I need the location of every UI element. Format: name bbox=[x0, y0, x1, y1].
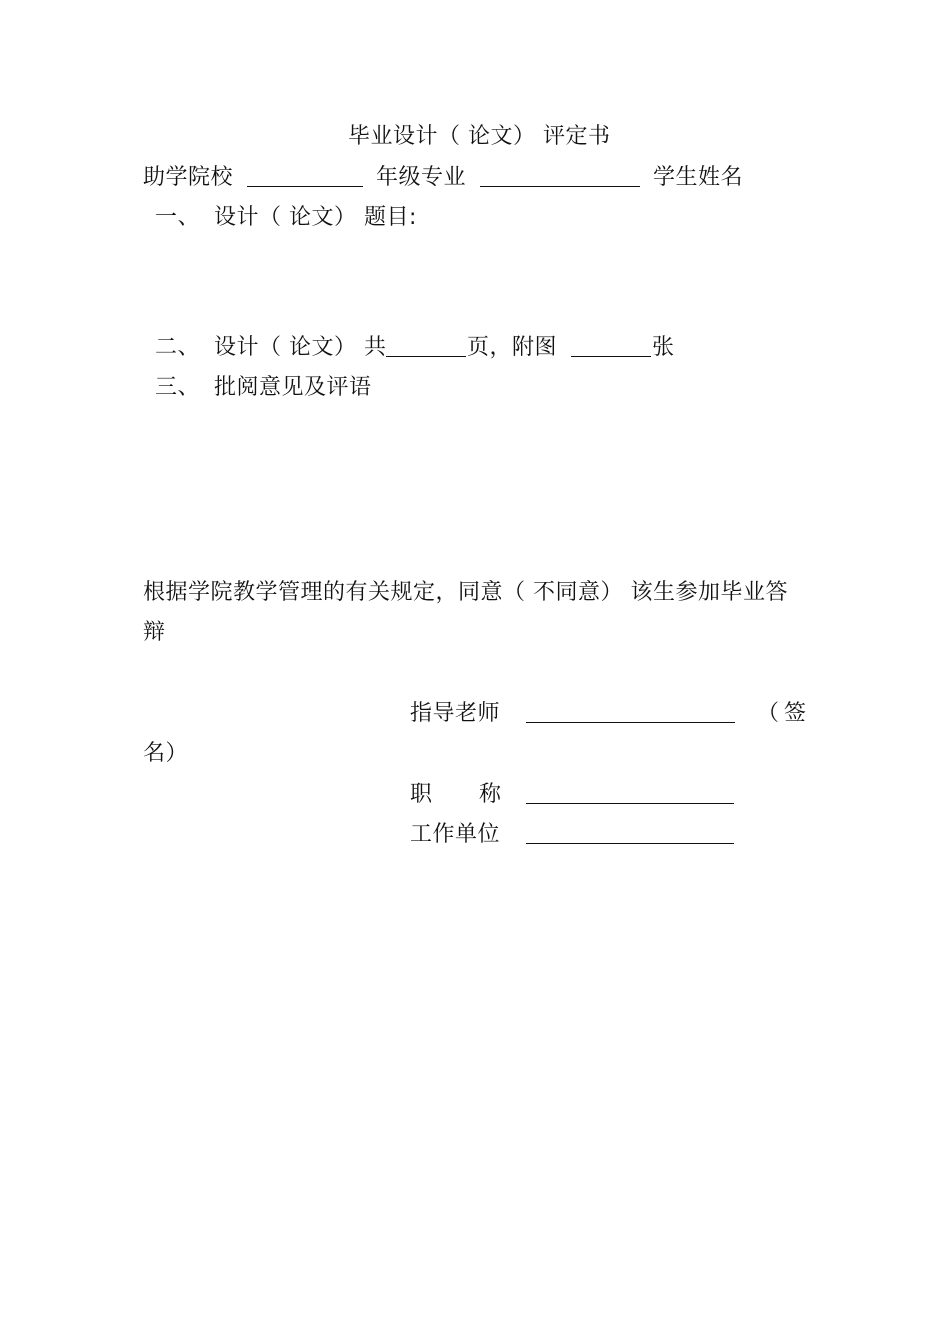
title-blank[interactable] bbox=[526, 803, 734, 804]
school-label: 助学院校 bbox=[143, 165, 234, 190]
section-1-label: 设计（ 论文） 题目: bbox=[214, 205, 417, 230]
grade-major-blank[interactable] bbox=[480, 186, 640, 187]
title-label-part-2: 称 bbox=[479, 782, 502, 807]
section-3-label: 批阅意见及评语 bbox=[214, 375, 372, 400]
page-count-blank[interactable] bbox=[386, 356, 466, 357]
advisor-label: 指导老师 bbox=[410, 701, 501, 726]
work-unit-blank[interactable] bbox=[526, 843, 734, 844]
section-1-number: 一、 bbox=[155, 205, 201, 230]
statement-line-1: 根据学院教学管理的有关规定，同意（ 不同意） 该生参加毕业答 bbox=[143, 580, 788, 605]
statement-line-2: 辩 bbox=[143, 620, 166, 645]
sign-close: 名） bbox=[143, 741, 189, 766]
title-label-part-1: 职 bbox=[410, 782, 433, 807]
sign-char: 签 bbox=[784, 701, 807, 726]
section-2-figures-unit: 张 bbox=[652, 335, 675, 360]
work-unit-label: 工作单位 bbox=[410, 822, 501, 847]
figure-count-blank[interactable] bbox=[571, 356, 651, 357]
advisor-blank[interactable] bbox=[526, 722, 735, 723]
section-3-number: 三、 bbox=[155, 375, 201, 400]
section-2-pages-unit: 页，附图 bbox=[467, 335, 558, 360]
sign-open-paren: （ bbox=[757, 701, 780, 726]
grade-major-label: 年级专业 bbox=[376, 165, 467, 190]
section-2-prefix: 设计（ 论文） 共 bbox=[214, 335, 387, 360]
document-title: 毕业设计（ 论文） 评定书 bbox=[348, 124, 611, 149]
section-2-number: 二、 bbox=[155, 335, 201, 360]
school-blank[interactable] bbox=[247, 186, 363, 187]
student-name-label: 学生姓名 bbox=[653, 165, 744, 190]
